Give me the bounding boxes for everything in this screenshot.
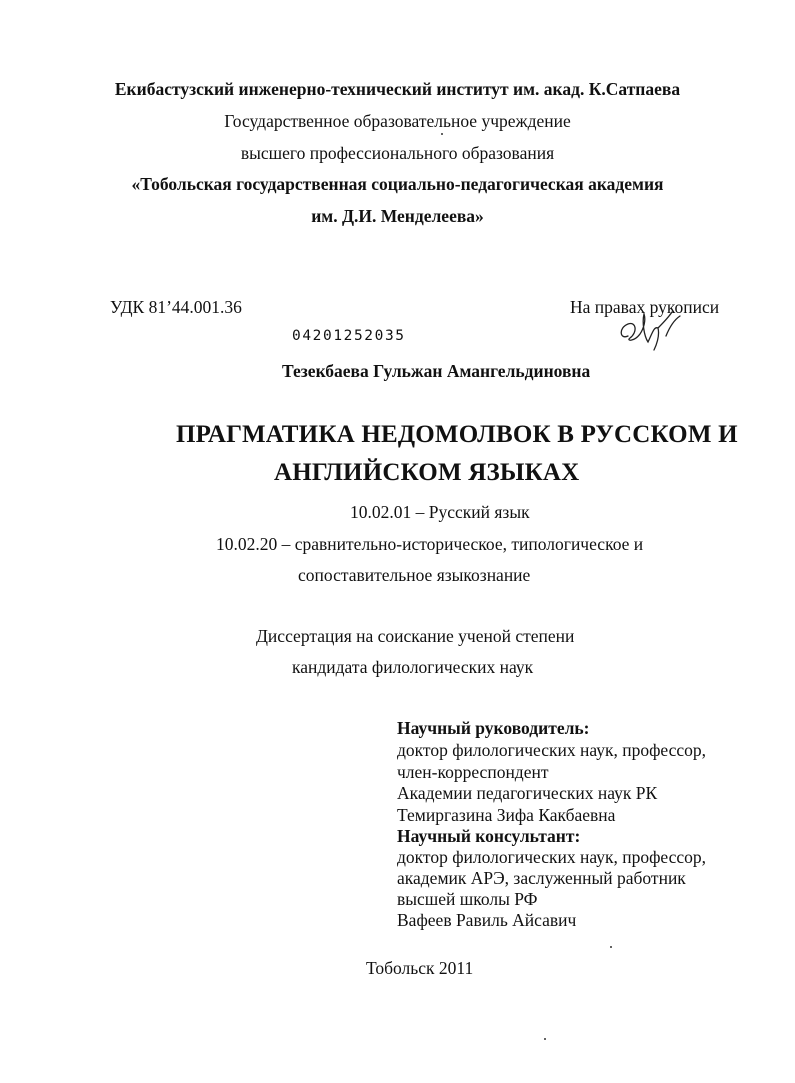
consultant-heading: Научный консультант: bbox=[397, 826, 581, 846]
dissertation-title-line-1: ПРАГМАТИКА НЕДОМОЛВОК В РУССКОМ И bbox=[176, 421, 738, 448]
higher-education-line: высшего профессионального образования bbox=[240, 143, 555, 163]
degree-line-1: Диссертация на соискание ученой степени bbox=[256, 626, 575, 646]
scan-speck bbox=[544, 1038, 546, 1040]
degree-line-2: кандидата филологических наук bbox=[292, 657, 534, 677]
institute-line: Екибастузский инженерно-технический институт им. акад. К.Сатпаева bbox=[114, 79, 681, 99]
consultant-line: доктор филологических наук, профессор, bbox=[397, 847, 707, 867]
city-year: Тобольск 2011 bbox=[366, 958, 474, 978]
consultant-line: академик АРЭ, заслуженный работник bbox=[397, 868, 686, 888]
udk-code: УДК 81’44.001.36 bbox=[110, 297, 242, 317]
specialty-2-line-1: 10.02.20 – сравнительно-историческое, типологическое и bbox=[216, 534, 644, 554]
specialty-1: 10.02.01 – Русский язык bbox=[350, 502, 530, 522]
scan-speck bbox=[610, 946, 612, 948]
supervisor-line: член-корреспондент bbox=[397, 762, 549, 782]
academy-line-2: им. Д.И. Менделеева» bbox=[311, 206, 484, 226]
state-institution-line: Государственное образовательное учреждение bbox=[224, 111, 571, 131]
academy-line-1: «Тобольская государственная социально-педагогическая академия bbox=[131, 174, 664, 194]
consultant-name: Вафеев Равиль Айсавич bbox=[397, 910, 577, 930]
author-name: Тезекбаева Гульжан Амангельдиновна bbox=[282, 361, 591, 381]
specialty-2-line-2: сопоставительное языкознание bbox=[298, 565, 531, 585]
supervisor-line: доктор филологических наук, профессор, bbox=[397, 740, 707, 760]
manuscript-rights: На правах рукописи bbox=[570, 297, 720, 317]
supervisor-name: Темиргазина Зифа Какбаевна bbox=[397, 805, 616, 825]
signature-scribble bbox=[614, 306, 686, 352]
scan-speck bbox=[441, 133, 443, 135]
dissertation-title-line-2: АНГЛИЙСКОМ ЯЗЫКАХ bbox=[274, 459, 580, 486]
supervisor-line: Академии педагогических наук РК bbox=[397, 783, 658, 803]
registration-number: 04201252035 bbox=[292, 328, 406, 344]
supervisor-heading: Научный руководитель: bbox=[397, 718, 590, 738]
consultant-line: высшей школы РФ bbox=[397, 889, 538, 909]
